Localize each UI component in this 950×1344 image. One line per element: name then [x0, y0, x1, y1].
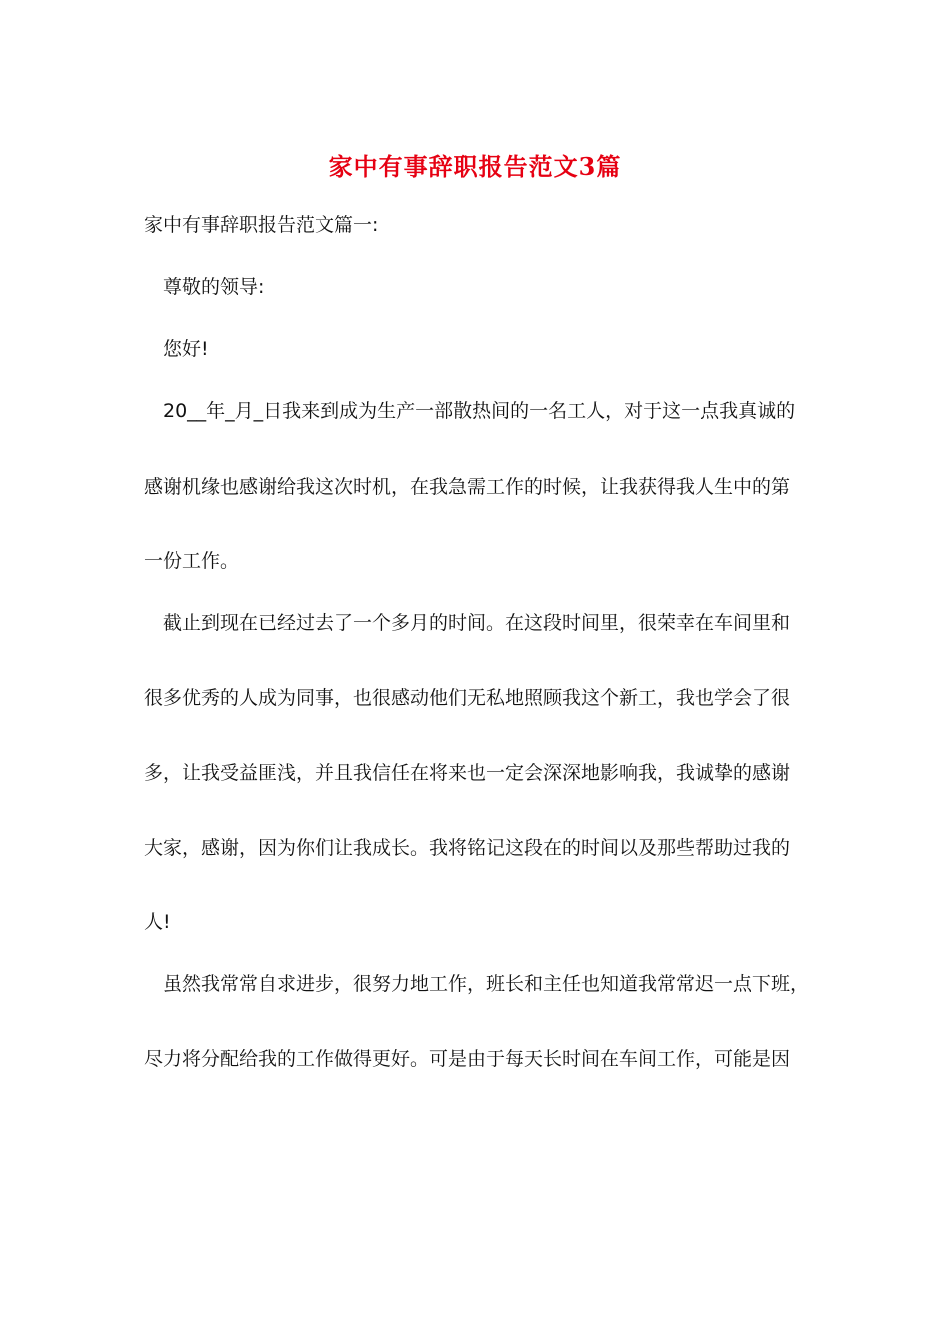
- paragraph-line: 截止到现在已经过去了一个多月的时间。在这段时间里，很荣幸在车间里和: [163, 612, 791, 634]
- paragraph-line: 虽然我常常自求进步，很努力地工作，班长和主任也知道我常常迟一点下班，: [163, 973, 810, 995]
- paragraph-line: 大家，感谢，因为你们让我成长。我将铭记这段在的时间以及那些帮助过我的: [144, 837, 791, 859]
- paragraph-line: 多，让我受益匪浅，并且我信任在将来也一定会深深地影响我，我诚挚的感谢: [144, 762, 791, 784]
- salutation: 尊敬的领导:: [163, 276, 265, 298]
- paragraph-line: 感谢机缘也感谢给我这次时机，在我急需工作的时候，让我获得我人生中的第: [144, 476, 791, 498]
- paragraph-line: 尽力将分配给我的工作做得更好。可是由于每天长时间在车间工作，可能是因: [144, 1048, 791, 1070]
- section-heading: 家中有事辞职报告范文篇一:: [144, 214, 379, 236]
- greeting: 您好!: [163, 338, 209, 360]
- document-title: 家中有事辞职报告范文3篇: [328, 152, 622, 181]
- paragraph-line: 人!: [144, 911, 171, 933]
- paragraph-line: 很多优秀的人成为同事，也很感动他们无私地照顾我这个新工，我也学会了很: [144, 687, 791, 709]
- paragraph-line: 20__年_月_日我来到成为生产一部散热间的一名工人，对于这一点我真诚的: [163, 400, 796, 422]
- paragraph-line: 一份工作。: [144, 550, 240, 572]
